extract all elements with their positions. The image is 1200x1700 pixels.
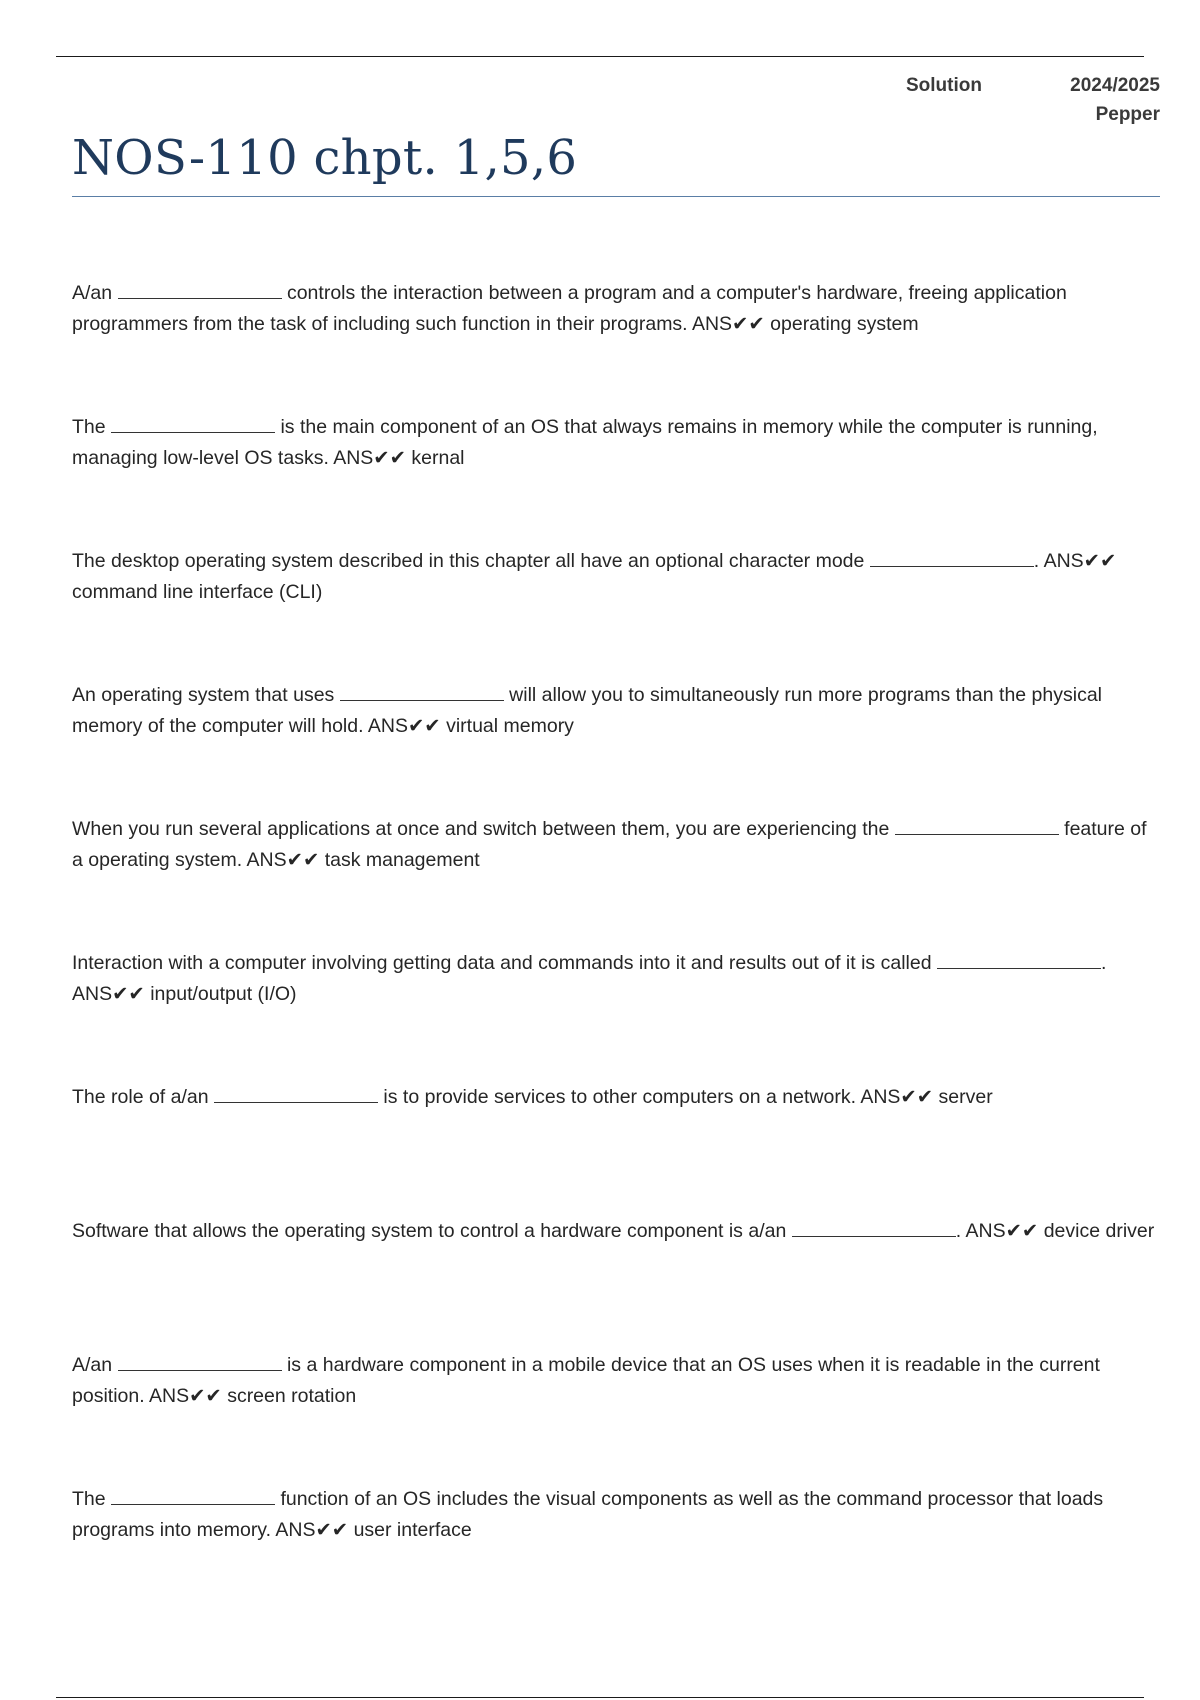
question-text-before: The xyxy=(72,416,112,438)
answer-text: server xyxy=(938,1086,993,1108)
title-underline xyxy=(72,196,1160,197)
question-text-after: feature of a operating system. xyxy=(72,818,1147,871)
solution-label: Solution xyxy=(906,75,982,96)
question-item xyxy=(72,278,1162,412)
answer-text: screen rotation xyxy=(227,1385,357,1407)
question-text-after: . xyxy=(1033,550,1044,572)
answer-blank xyxy=(111,413,275,433)
question-text-before: A/an xyxy=(72,282,118,304)
question-text-before: Interaction with a computer involving getting data and commands into it and results out of it is called xyxy=(72,952,937,974)
answer-blank xyxy=(111,1485,275,1505)
question-item xyxy=(72,546,1162,680)
answer-text: command line interface (CLI) xyxy=(72,581,323,603)
answer-text: task management xyxy=(324,849,480,871)
answer-text: user interface xyxy=(353,1519,472,1541)
question-item xyxy=(72,412,1162,546)
question-text-after: . xyxy=(1100,952,1107,974)
answer-blank xyxy=(118,279,282,299)
answer-marker: ANS✔✔ xyxy=(367,715,441,737)
question-item xyxy=(72,814,1162,948)
answer-marker: ANS✔✔ xyxy=(333,447,406,469)
answer-marker: ANS✔✔ xyxy=(246,849,320,871)
answer-marker: ANS✔✔ xyxy=(72,983,145,1005)
answer-marker: ANS✔✔ xyxy=(860,1086,934,1108)
question-text-before: An operating system that uses xyxy=(72,684,340,706)
answer-marker: ANS✔✔ xyxy=(275,1519,349,1541)
answer-blank xyxy=(870,547,1034,567)
top-rule xyxy=(56,56,1144,57)
question-text-after: controls the interaction between a program and a computer's hardware, freeing application programmers from the task of including such function in their programs. xyxy=(72,282,1067,335)
question-text-before: The role of a/an xyxy=(72,1086,215,1108)
question-text-after: . xyxy=(955,1220,966,1242)
question-text-before: A/an xyxy=(72,1354,118,1376)
answer-text: operating system xyxy=(770,313,919,335)
question-text-after: is to provide services to other computers on a network. xyxy=(378,1086,861,1108)
question-item xyxy=(72,1350,1162,1484)
question-item xyxy=(72,1484,1162,1618)
answer-text: virtual memory xyxy=(446,715,574,737)
question-text-before: The xyxy=(72,1488,112,1510)
answer-blank xyxy=(214,1083,378,1103)
question-text-after: is the main component of an OS that always remains in memory while the computer is running, managing low-level OS tasks. xyxy=(72,416,1098,469)
question-text-after: function of an OS includes the visual components as well as the command processor that loads programs into memory. xyxy=(72,1488,1104,1541)
question-item xyxy=(72,1216,1162,1350)
question-list xyxy=(72,278,1162,1618)
answer-blank xyxy=(340,681,504,701)
question-text-after: will allow you to simultaneously run more programs than the physical memory of the computer will hold. xyxy=(72,684,1103,737)
answer-blank xyxy=(792,1217,956,1237)
answer-text: input/output (I/O) xyxy=(150,983,297,1005)
question-text-after: is a hardware component in a mobile device that an OS uses when it is readable in the current position. xyxy=(72,1354,1100,1407)
page-title: NOS-110 chpt. 1,5,6 xyxy=(72,130,578,186)
document-author: Pepper xyxy=(1095,104,1160,125)
question-item xyxy=(72,680,1162,814)
answer-marker: ANS✔✔ xyxy=(965,1220,1039,1242)
answer-text: kernal xyxy=(411,447,465,469)
answer-marker: ANS✔✔ xyxy=(148,1385,222,1407)
bottom-rule xyxy=(56,1697,1144,1698)
question-text-before: Software that allows the operating system to control a hardware component is a/an xyxy=(72,1220,792,1242)
answer-blank xyxy=(895,815,1059,835)
answer-marker: ANS✔✔ xyxy=(1043,550,1117,572)
question-text-before: The desktop operating system described in this chapter all have an optional character mode xyxy=(72,550,870,572)
answer-marker: ANS✔✔ xyxy=(691,313,765,335)
answer-text: device driver xyxy=(1043,1220,1155,1242)
answer-blank xyxy=(118,1351,282,1371)
question-item xyxy=(72,1082,1162,1216)
question-item xyxy=(72,948,1162,1082)
document-year: 2024/2025 xyxy=(1070,75,1160,96)
question-text-before: When you run several applications at once and switch between them, you are experiencing the xyxy=(72,818,895,840)
answer-blank xyxy=(937,949,1101,969)
